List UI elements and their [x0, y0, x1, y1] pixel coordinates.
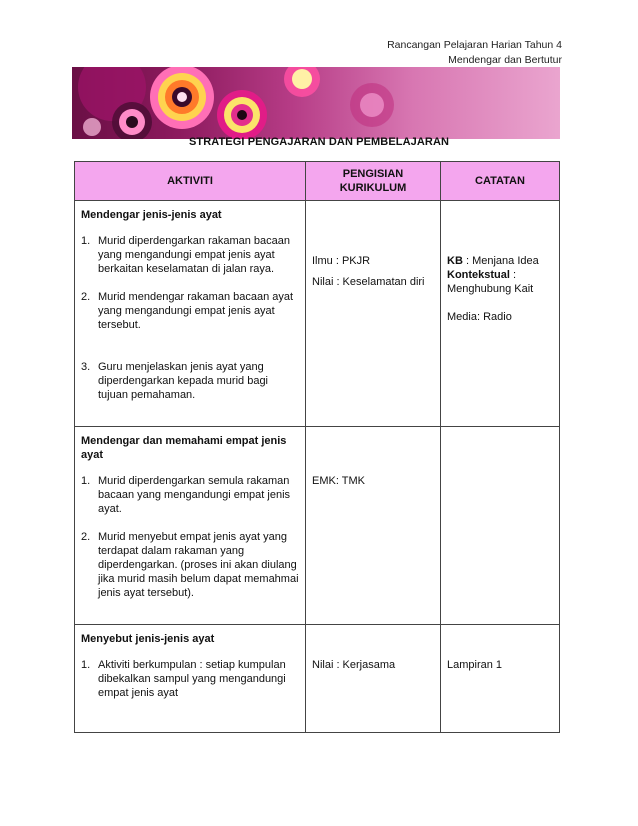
kurikulum-emk: EMK: TMK: [312, 475, 365, 487]
activity-list: [81, 474, 299, 600]
catatan-kontekstual: Kontekstual : Menghubung Kait: [447, 269, 534, 295]
list-item: 2. Murid menyebut empat jenis ayat yang terdapat dalam rakaman yang diperdengarkan. (proses ini akan diulang jika murid masih belum dapat memahmai jenis ayat tersebut).: [81, 531, 299, 599]
page-header: [387, 38, 562, 68]
kurikulum-cell: [306, 201, 441, 427]
column-header-aktiviti: AKTIVITI: [75, 162, 306, 201]
kurikulum-cell: [306, 427, 441, 625]
activity-heading: Mendengar jenis-jenis ayat: [81, 209, 222, 221]
list-item: 1. Aktiviti berkumpulan : setiap kumpulan dibekalkan sampul yang mengandungi empat jenis ayat: [81, 659, 286, 699]
column-header-catatan: CATATAN: [441, 162, 560, 201]
decorative-circles-graphic: [72, 67, 560, 139]
kurikulum-cell: [306, 625, 441, 733]
activity-heading: Menyebut jenis-jenis ayat: [81, 633, 215, 645]
header-title: Rancangan Pelajaran Harian Tahun 4: [387, 39, 562, 51]
table-row: [75, 427, 560, 625]
list-item: 2. Murid mendengar rakaman bacaan ayat yang mengandungi empat jenis ayat tersebut.: [81, 291, 294, 331]
activity-heading: Mendengar dan memahami empat jenis ayat: [81, 435, 287, 461]
activity-cell: [75, 625, 306, 733]
catatan-lampiran: Lampiran 1: [447, 659, 503, 671]
list-item: 1. Murid diperdengarkan semula rakaman bacaan yang mengandungi empat jenis ayat.: [81, 475, 291, 515]
kurikulum-nilai: Nilai : Keselamatan diri: [312, 276, 425, 288]
kurikulum-nilai: Nilai : Kerjasama: [312, 659, 396, 671]
column-header-pengisian-kurikulum: PENGISIAN KURIKULUM: [306, 162, 441, 201]
table-row: [75, 201, 560, 427]
catatan-media: Media: Radio: [447, 311, 512, 323]
list-item: 1. Murid diperdengarkan rakaman bacaan yang mengandungi empat jenis ayat berkaitan keselamatan di jalan raya.: [81, 235, 291, 275]
kurikulum-ilmu: Ilmu : PKJR: [312, 255, 371, 267]
catatan-cell: [441, 625, 560, 733]
list-item: 3. Guru menjelaskan jenis ayat yang diperdengarkan kepada murid bagi tujuan pemahaman.: [81, 361, 269, 401]
activity-list: [81, 234, 299, 402]
catatan-cell: [441, 201, 560, 427]
table-row: [75, 625, 560, 733]
activity-cell: [75, 427, 306, 625]
activity-list: [81, 658, 299, 700]
table-header-row: [75, 162, 560, 201]
header-subtitle: Mendengar dan Bertutur: [448, 54, 562, 66]
lesson-strategy-table: [74, 161, 560, 733]
activity-cell: [75, 201, 306, 427]
catatan-cell: [441, 427, 560, 625]
decorative-banner: [72, 67, 560, 139]
section-title: STRATEGI PENGAJARAN DAN PEMBELAJARAN: [188, 136, 450, 148]
catatan-kb: KB : Menjana Idea: [447, 255, 539, 267]
